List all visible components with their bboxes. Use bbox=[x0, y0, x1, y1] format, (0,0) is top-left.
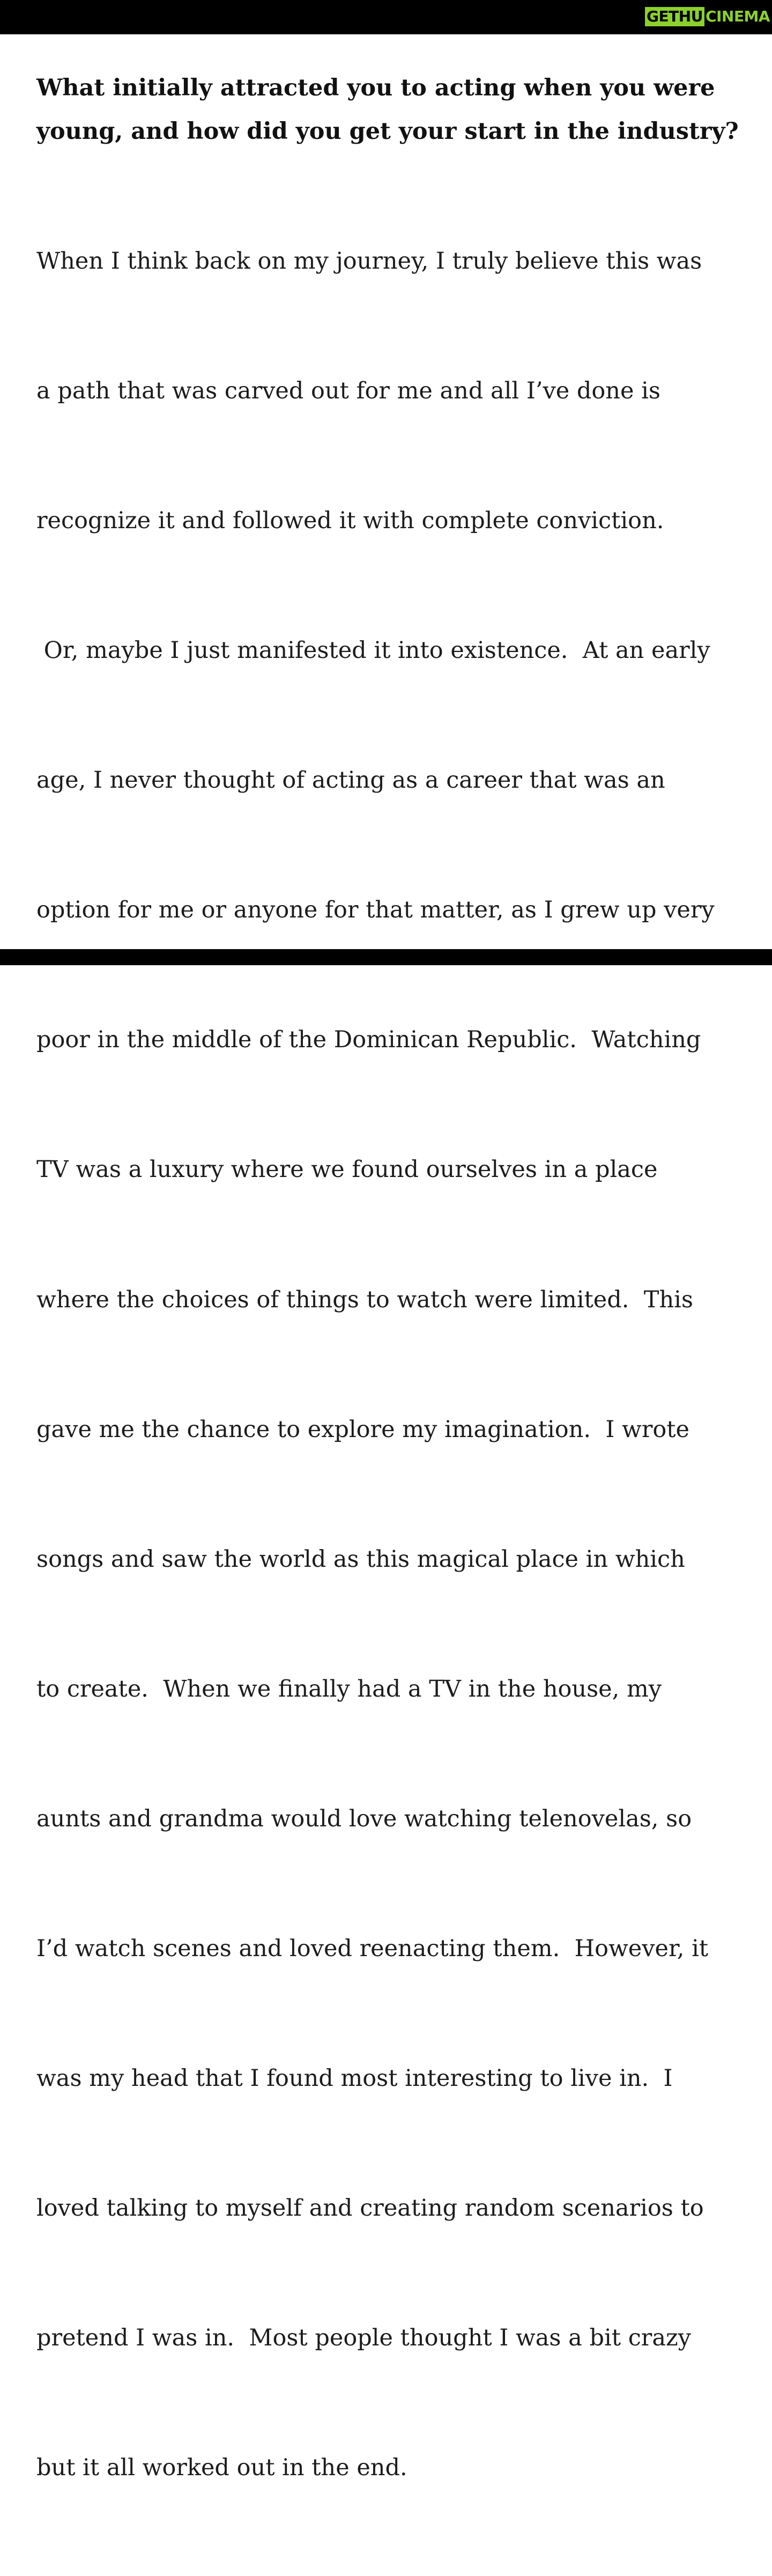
watermark-logo bbox=[645, 6, 770, 27]
answer-line: age, I never thought of acting as a career that was an bbox=[36, 767, 665, 794]
answer-line: songs and saw the world as this magical place in which bbox=[36, 1545, 685, 1573]
question-line: What initially attracted you to acting when you were bbox=[36, 75, 715, 101]
answer-line: When I think back on my journey, I truly believe this was bbox=[36, 247, 702, 275]
answer-line: loved talking to myself and creating random scenarios to bbox=[36, 2195, 704, 2222]
interview-answer bbox=[36, 153, 744, 2576]
answer-line: recognize it and followed it with complete conviction. bbox=[36, 507, 664, 534]
answer-line: poor in the middle of the Dominican Republic. Watching bbox=[36, 1026, 701, 1054]
answer-line: option for me or anyone for that matter, as I grew up very bbox=[36, 897, 715, 924]
answer-line: aunts and grandma would love watching telenovelas, so bbox=[36, 1805, 692, 1832]
answer-line: to create. When we finally had a TV in the house, my bbox=[36, 1675, 662, 1702]
answer-line: pretend I was in. Most people thought I was a bit crazy bbox=[36, 2325, 691, 2352]
article-body bbox=[36, 66, 744, 2576]
bottom-bar bbox=[0, 949, 772, 965]
watermark-text: CINEMA bbox=[705, 8, 770, 25]
answer-line: a path that was carved out for me and all I’ve done is bbox=[36, 377, 660, 404]
top-bar bbox=[0, 0, 772, 34]
answer-line: I’d watch scenes and loved reenacting them. However, it bbox=[36, 1935, 709, 1962]
answer-line: Or, maybe I just manifested it into existence. At an early bbox=[36, 637, 710, 664]
answer-line: was my head that I found most interesting to live in. I bbox=[36, 2065, 673, 2092]
answer-line: but it all worked out in the end. bbox=[36, 2454, 407, 2482]
answer-line: where the choices of things to watch were limited. This bbox=[36, 1286, 693, 1313]
watermark-boxed-text: GETHU bbox=[645, 7, 704, 26]
answer-line: gave me the chance to explore my imagination. I wrote bbox=[36, 1416, 689, 1443]
question-line: young, and how did you get your start in the industry? bbox=[36, 117, 739, 145]
answer-line: TV was a luxury where we found ourselves in a place bbox=[36, 1156, 658, 1183]
interview-question bbox=[36, 66, 744, 153]
